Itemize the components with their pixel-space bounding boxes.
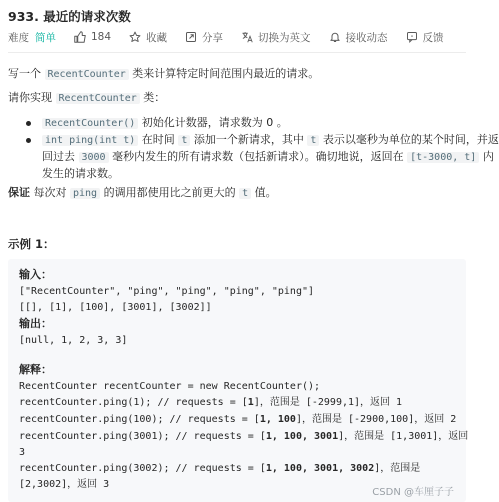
output-label: 输出： [19,317,52,330]
code-bold: 1 [247,397,254,408]
list-item-text: 初始化计数器，请求数为 0 。 [138,116,288,129]
difficulty-label: 难度 [8,31,29,44]
favorite-button[interactable] [129,30,167,45]
translate-icon [241,31,253,43]
implement-text: 类： [139,91,166,104]
input-line: [[], [1], [100], [3001], [3002]] [19,302,212,313]
list-item-text: 回过去 [42,150,79,163]
feedback-label: 反馈 [422,31,444,44]
implement-text: 请你实现 [8,91,56,104]
feedback-button[interactable] [406,30,444,45]
list-item-text: 发生的请求数。 [42,167,119,180]
code-text: recentCounter.ping(1); // requests = [ [19,397,248,408]
list-item-text: 毫秒内发生的所有请求数（包括新请求）。确切地说，返回在 [108,150,408,163]
inline-code: t [307,135,319,146]
example-code-block [8,259,469,502]
example-title: 示例 1： [8,237,55,251]
intro-text: 写一个 [8,67,45,80]
thumbs-up-icon [74,31,86,43]
code-bold: 1, 100 [259,414,296,425]
star-icon [129,31,141,43]
output-line: [null, 1, 2, 3, 3] [19,335,128,346]
explain-line: RecentCounter recentCounter = new RecentCounter(); [19,381,321,392]
notify-label: 接收动态 [345,31,388,44]
explain-label: 解释： [19,363,52,376]
inline-code: t [178,135,190,146]
code-text: recentCounter.ping(3001); // requests = [ [19,431,266,442]
switch-language-label: 切换为英文 [258,31,311,44]
switch-language-button[interactable] [241,30,311,45]
guarantee-bold: 保证 [8,186,30,199]
list-item-text: 添加一个新请求，其中 [190,133,308,146]
explain-line [19,430,468,444]
share-button[interactable] [185,30,223,45]
like-count: 184 [91,31,112,43]
favorite-label: 收藏 [146,31,168,44]
list-item [24,132,499,182]
code-bold: 1, 100, 3001, 3002 [265,463,375,474]
implement-paragraph [8,90,165,107]
difficulty-badge: 简单 [35,31,56,44]
explain-line: 3 [19,447,26,458]
guarantee-paragraph [8,185,277,202]
share-icon [185,31,197,43]
list-item-text: 在时间 [138,133,179,146]
input-label: 输入： [19,268,52,281]
guarantee-text: 值。 [251,186,277,199]
inline-code: RecentCounter [45,69,129,80]
header-divider [8,52,466,53]
code-text: ]，范围是 [1,3001]，返回 [338,431,469,442]
inline-code: 3000 [79,152,109,163]
code-text: ]，范围是 [374,463,421,474]
list-item [24,115,464,132]
intro-paragraph [8,66,319,83]
feedback-icon [406,31,418,43]
guarantee-text: 的调用都使用比之前更大的 [100,186,240,199]
problem-title: 933. 最近的请求次数 [8,9,131,24]
inline-code: t [239,188,251,199]
inline-code: RecentCounter [56,93,140,104]
method-list [24,115,499,182]
inline-code: [t-3000, t] [407,152,479,163]
csdn-watermark: CSDN @车厘子子 [372,487,454,498]
explain-line [19,462,420,476]
code-bold: 1, 100, 3001 [265,431,339,442]
code-text: ]，范围是 [-2999,1]，返回 1 [253,397,403,408]
explain-line: [2,3002]，返回 3 [19,479,110,490]
inline-code: RecentCounter() [42,118,138,129]
guarantee-text: 每次对 [30,186,70,199]
list-item-text: 内 [479,150,494,163]
code-text: recentCounter.ping(100); // requests = [ [19,414,260,425]
explain-line [19,396,402,410]
intro-text: 类来计算特定时间范围内最近的请求。 [128,67,320,80]
share-label: 分享 [202,31,224,44]
code-text: ]，范围是 [-2900,100]，返回 2 [295,414,457,425]
bell-icon [329,31,341,43]
notify-button[interactable] [329,30,388,45]
input-line: ["RecentCounter", "ping", "ping", "ping", "ping"] [19,286,315,297]
like-button[interactable] [74,31,111,43]
explain-line [19,413,456,427]
inline-code: ping [70,188,100,199]
problem-meta-bar [8,29,444,45]
code-text: recentCounter.ping(3002); // requests = [ [19,463,266,474]
list-item-text: 表示以毫秒为单位的某个时间，并返 [319,133,499,146]
inline-code: int ping(int t) [42,135,138,146]
